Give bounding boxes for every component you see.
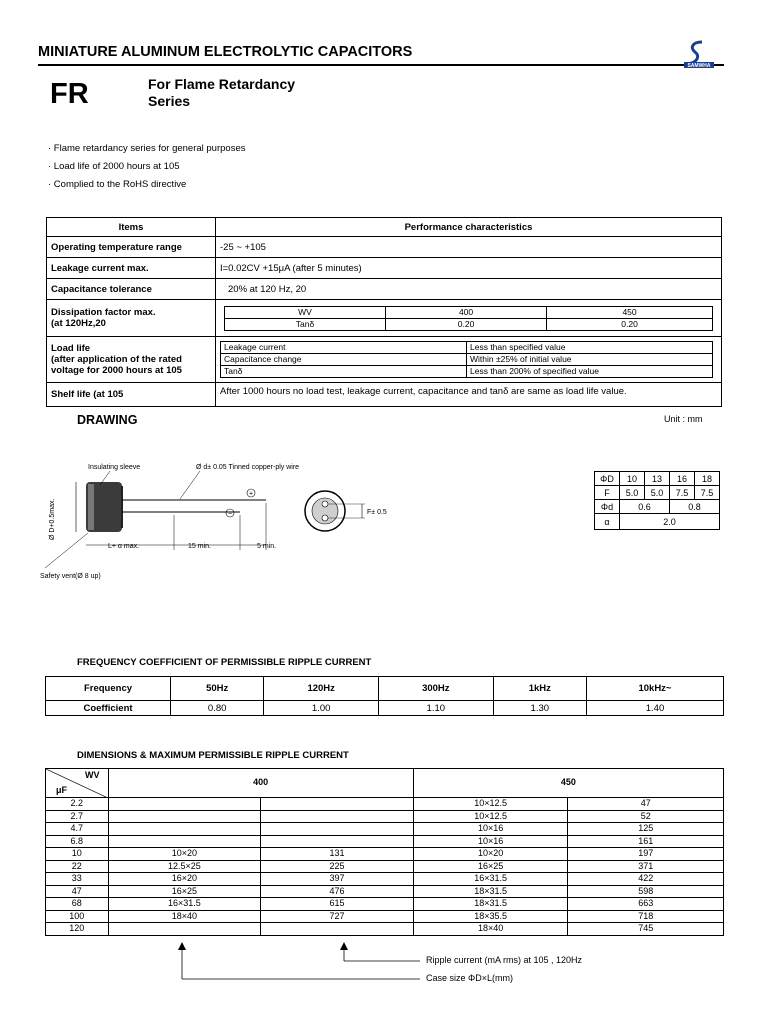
dim-cell: 5.0 <box>645 486 670 500</box>
row-label-op-temp: Operating temperature range <box>47 237 216 258</box>
label-vent: Safety vent(Ø 8 up) <box>40 573 101 580</box>
ripple-cell-r450: 197 <box>568 848 724 861</box>
freq-cell: 300Hz <box>378 677 493 701</box>
dim-phid-label: Φd <box>595 500 620 514</box>
table-row <box>46 923 724 936</box>
coef-cell: 1.30 <box>493 701 586 716</box>
coef-cell: 0.80 <box>171 701 264 716</box>
table-row <box>46 873 724 886</box>
table-row <box>46 810 724 823</box>
wv-uf-header <box>46 769 109 798</box>
load-value: Less than specified value <box>467 342 713 354</box>
row-label-cap-tol: Capacitance tolerance <box>47 279 216 300</box>
drawing-title: DRAWING <box>77 413 138 427</box>
dim-cell: 7.5 <box>670 486 695 500</box>
ripple-cell-uf: 100 <box>46 910 109 923</box>
load-life-label3: voltage for 2000 hours at 105 <box>51 365 182 376</box>
feature-item: · Flame retardancy series for general purposes <box>48 143 246 154</box>
table-row <box>46 835 724 848</box>
ripple-cell-uf: 6.8 <box>46 835 109 848</box>
ripple-cell-r400 <box>261 835 414 848</box>
freq-label: Frequency <box>46 677 171 701</box>
ripple-cell-s400: 16×25 <box>108 885 261 898</box>
ripple-cell-s450: 10×16 <box>413 823 568 836</box>
row-label-shelf-life: Shelf life (at 105 <box>47 383 216 407</box>
dim-cell: 16 <box>670 472 695 486</box>
arrow-up-icon <box>340 942 348 950</box>
series-name-line1: For Flame Retardancy <box>148 76 296 92</box>
col-performance: Performance characteristics <box>216 218 722 237</box>
ripple-cell-r400 <box>261 810 414 823</box>
feature-item: · Load life of 2000 hours at 105 <box>48 161 180 172</box>
dim-cell: 5.0 <box>620 486 645 500</box>
label-dia: Ø D+0.5max. <box>49 498 56 540</box>
ripple-cell-r400 <box>261 798 414 811</box>
dissipation-cell <box>216 300 722 337</box>
ripple-cell-s450: 18×31.5 <box>413 898 568 911</box>
feature-list <box>48 140 245 194</box>
table-row <box>46 860 724 873</box>
row-label-leakage: Leakage current max. <box>47 258 216 279</box>
legend-ripple: Ripple current (mA rms) at 105 , 120Hz <box>426 955 583 965</box>
svg-text:SAMWHA: SAMWHA <box>687 63 711 69</box>
ripple-cell-r450: 371 <box>568 860 724 873</box>
ripple-cell-r400: 131 <box>261 848 414 861</box>
ripple-cell-uf: 22 <box>46 860 109 873</box>
coef-label: Coefficient <box>46 701 171 716</box>
wv-header-label: WV <box>85 770 100 780</box>
ripple-cell-uf: 2.2 <box>46 798 109 811</box>
dissipation-label2: (at 120Hz,20 <box>51 318 106 329</box>
load-item: Capacitance change <box>221 354 467 366</box>
tan-label: Tanδ <box>225 318 386 330</box>
document-title: MINIATURE ALUMINUM ELECTROLYTIC CAPACITORS <box>38 44 413 60</box>
ripple-cell-r450: 47 <box>568 798 724 811</box>
ripple-cell-s400: 16×20 <box>108 873 261 886</box>
wv-label: WV <box>225 306 386 318</box>
ripple-cell-s400: 12.5×25 <box>108 860 261 873</box>
ripple-title: DIMENSIONS & MAXIMUM PERMISSIBLE RIPPLE CURRENT <box>77 750 349 761</box>
unit-label: Unit : mm <box>664 414 703 424</box>
dim-cell: 2.0 <box>620 514 720 530</box>
ripple-cell-r400 <box>261 823 414 836</box>
ripple-cell-s450: 18×40 <box>413 923 568 936</box>
ripple-cell-s400: 10×20 <box>108 848 261 861</box>
load-life-subtable <box>220 341 713 378</box>
header-rule <box>38 64 724 66</box>
load-value: Within ±25% of initial value <box>467 354 713 366</box>
load-item: Tanδ <box>221 366 467 378</box>
ripple-cell-uf: 68 <box>46 898 109 911</box>
freq-cell: 1kHz <box>493 677 586 701</box>
ripple-cell-uf: 10 <box>46 848 109 861</box>
ripple-cell-r450: 663 <box>568 898 724 911</box>
plus-label: + <box>248 490 254 498</box>
ripple-cell-r450: 598 <box>568 885 724 898</box>
dim-cell: 0.6 <box>620 500 670 514</box>
table-row <box>46 823 724 836</box>
body-highlight <box>88 484 94 530</box>
series-name-line2: Series <box>148 93 191 109</box>
row-label-load-life <box>47 337 216 383</box>
ripple-cell-s400 <box>108 823 261 836</box>
ripple-cell-r400: 615 <box>261 898 414 911</box>
ripple-table <box>45 768 724 936</box>
label-15min: 15 min. <box>188 543 211 550</box>
series-name <box>148 76 295 110</box>
ripple-cell-r400: 225 <box>261 860 414 873</box>
wv-450: 450 <box>547 306 713 318</box>
frequency-title: FREQUENCY COEFFICIENT OF PERMISSIBLE RIPPLE CURRENT <box>77 657 372 668</box>
table-row <box>46 798 724 811</box>
label-wire: Ø d± 0.05 Tinned copper-ply wire <box>196 464 300 471</box>
load-life-label2: (after application of the rated <box>51 354 182 365</box>
coef-cell: 1.10 <box>378 701 493 716</box>
ripple-cell-r450: 422 <box>568 873 724 886</box>
ripple-cell-uf: 47 <box>46 885 109 898</box>
dissipation-subtable <box>224 306 713 331</box>
ripple-cell-uf: 4.7 <box>46 823 109 836</box>
dim-F-label: F <box>595 486 620 500</box>
shelf-life-value: After 1000 hours no load test, leakage current, capacitance and tanδ are same as load life value. <box>216 383 722 407</box>
table-row <box>46 898 724 911</box>
dissipation-label1: Dissipation factor max. <box>51 307 156 318</box>
minus-label: − <box>227 510 233 518</box>
label-f: F± 0.5 <box>367 509 387 516</box>
coef-cell: 1.00 <box>264 701 379 716</box>
dim-cell: 7.5 <box>695 486 720 500</box>
ripple-cell-s400 <box>108 798 261 811</box>
ripple-cell-s400: 18×40 <box>108 910 261 923</box>
feature-item: · Complied to the RoHS directive <box>48 179 187 190</box>
label-len: L+ α max. <box>108 543 140 550</box>
col-items: Items <box>47 218 216 237</box>
ripple-cell-r400: 397 <box>261 873 414 886</box>
legend-arrows <box>170 940 440 988</box>
ripple-cell-s400: 16×31.5 <box>108 898 261 911</box>
dim-cell: 10 <box>620 472 645 486</box>
leakage-value: I=0.02CV +15μA (after 5 minutes) <box>216 258 722 279</box>
arrow-up-icon <box>178 942 186 950</box>
dim-cell: 18 <box>695 472 720 486</box>
ripple-cell-s400 <box>108 810 261 823</box>
series-code: FR <box>50 78 89 110</box>
company-logo <box>680 40 716 70</box>
op-temp-value: -25 ~ +105 <box>216 237 722 258</box>
uf-header-label: μF <box>56 784 68 795</box>
ripple-cell-r450: 52 <box>568 810 724 823</box>
row-label-dissipation <box>47 300 216 337</box>
legend-case: Case size ΦD×L(mm) <box>426 973 513 983</box>
ripple-cell-r400: 727 <box>261 910 414 923</box>
wv-400: 400 <box>386 306 547 318</box>
freq-cell: 10kHz~ <box>586 677 723 701</box>
ripple-cell-s450: 18×35.5 <box>413 910 568 923</box>
load-life-label1: Load life <box>51 343 91 354</box>
ripple-cell-r450: 125 <box>568 823 724 836</box>
ripple-cell-r450: 745 <box>568 923 724 936</box>
frequency-table <box>45 676 724 716</box>
ripple-cell-s400 <box>108 835 261 848</box>
ripple-cell-r400 <box>261 923 414 936</box>
load-item: Leakage current <box>221 342 467 354</box>
wv-400-header: 400 <box>108 769 413 798</box>
label-sleeve: Insulating sleeve <box>88 464 141 471</box>
ripple-cell-s450: 10×12.5 <box>413 798 568 811</box>
coef-cell: 1.40 <box>586 701 723 716</box>
freq-cell: 50Hz <box>171 677 264 701</box>
capacitor-drawing <box>40 455 420 590</box>
ripple-cell-s450: 10×20 <box>413 848 568 861</box>
ripple-cell-s450: 16×31.5 <box>413 873 568 886</box>
ripple-cell-r450: 718 <box>568 910 724 923</box>
load-value: Less than 200% of specified value <box>467 366 713 378</box>
wv-450-header: 450 <box>413 769 723 798</box>
table-row <box>46 885 724 898</box>
ripple-cell-uf: 120 <box>46 923 109 936</box>
dim-cell: 0.8 <box>670 500 720 514</box>
ripple-cell-r450: 161 <box>568 835 724 848</box>
ripple-cell-s450: 10×16 <box>413 835 568 848</box>
load-life-cell <box>216 337 722 383</box>
table-row <box>46 910 724 923</box>
dim-alpha-label: α <box>595 514 620 530</box>
ripple-cell-uf: 2.7 <box>46 810 109 823</box>
performance-table <box>46 217 722 407</box>
label-5min: 5 min. <box>257 543 277 550</box>
ripple-cell-r400: 476 <box>261 885 414 898</box>
lead-dimension-table <box>594 471 720 530</box>
cap-tol-value: 20% at 120 Hz, 20 <box>216 279 722 300</box>
freq-cell: 120Hz <box>264 677 379 701</box>
tan-450: 0.20 <box>547 318 713 330</box>
ripple-cell-uf: 33 <box>46 873 109 886</box>
dim-phiD-label: ΦD <box>595 472 620 486</box>
dim-cell: 13 <box>645 472 670 486</box>
ripple-cell-s450: 16×25 <box>413 860 568 873</box>
ripple-cell-s450: 18×31.5 <box>413 885 568 898</box>
ripple-cell-s450: 10×12.5 <box>413 810 568 823</box>
tan-400: 0.20 <box>386 318 547 330</box>
ripple-cell-s400 <box>108 923 261 936</box>
table-row <box>46 848 724 861</box>
